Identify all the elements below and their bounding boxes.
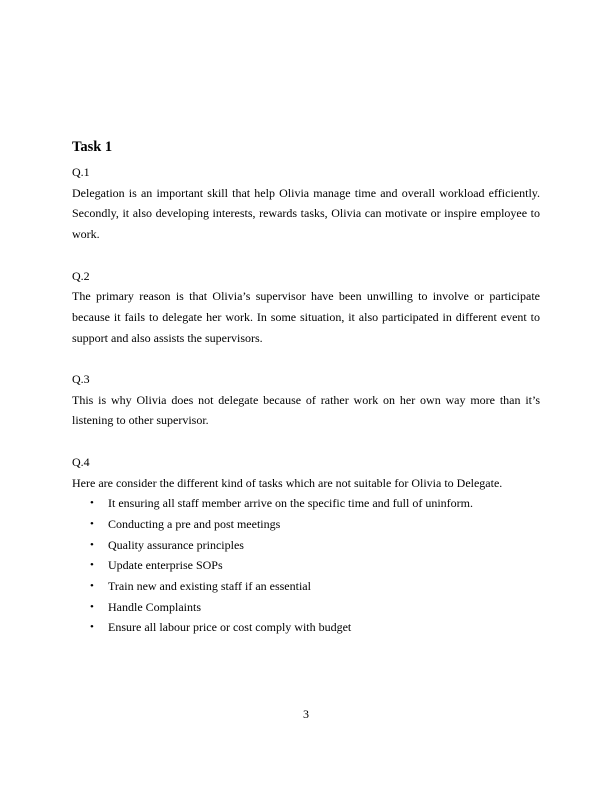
list-item-text: Handle Complaints bbox=[108, 599, 201, 614]
bullet-icon: • bbox=[90, 517, 94, 530]
list-item-text: Update enterprise SOPs bbox=[108, 558, 223, 573]
question-label-q4: Q.4 bbox=[72, 454, 90, 469]
document-page bbox=[72, 138, 540, 638]
task-heading: Task 1 bbox=[72, 139, 113, 155]
list-item-text: Train new and existing staff if an essential bbox=[108, 579, 311, 594]
page-number: 3 bbox=[303, 707, 309, 721]
paragraph-spacer bbox=[72, 245, 540, 266]
list-item bbox=[90, 617, 540, 638]
bullet-icon: • bbox=[90, 600, 94, 613]
answer-paragraph-q3: This is why Olivia does not delegate because of rather work on her own way more than it’s listening to other supervisor. bbox=[72, 392, 540, 428]
list-item-text: It ensuring all staff member arrive on the specific time and full of uninform. bbox=[108, 496, 473, 511]
list-item-text: Conducting a pre and post meetings bbox=[108, 516, 281, 531]
question-label-q1: Q.1 bbox=[72, 165, 90, 179]
answer-paragraph-q2: The primary reason is that Olivia’s supervisor have been unwilling to involve or participate because it fails to delegate her work. In some situation, it also participated in different event to support and also assists the supervisors. bbox=[72, 289, 540, 345]
task-bullet-list bbox=[72, 493, 540, 638]
list-item bbox=[90, 535, 540, 556]
answer-paragraph-q1: Delegation is an important skill that help Olivia manage time and overall workload efficiently. Secondly, it also developing interests, rewards tasks, Olivia can motivate or inspire employee to work. bbox=[72, 185, 540, 242]
paragraph-spacer bbox=[72, 431, 540, 452]
bullet-icon: • bbox=[90, 497, 94, 510]
bullet-icon: • bbox=[90, 621, 94, 634]
bullet-icon: • bbox=[90, 538, 94, 551]
list-item bbox=[90, 555, 540, 576]
list-item-text: Quality assurance principles bbox=[108, 537, 244, 552]
list-item bbox=[90, 597, 540, 618]
list-item bbox=[90, 514, 540, 535]
answer-paragraph-q4: Here are consider the different kind of tasks which are not suitable for Olivia to Delegate. bbox=[72, 475, 503, 490]
list-item bbox=[90, 493, 540, 514]
bullet-icon: • bbox=[90, 559, 94, 572]
list-item bbox=[90, 576, 540, 597]
question-label-q3: Q.3 bbox=[72, 372, 90, 386]
question-label-q2: Q.2 bbox=[72, 268, 90, 283]
paragraph-spacer bbox=[72, 348, 540, 369]
bullet-icon: • bbox=[90, 580, 94, 593]
list-item-text: Ensure all labour price or cost comply with budget bbox=[108, 620, 352, 635]
